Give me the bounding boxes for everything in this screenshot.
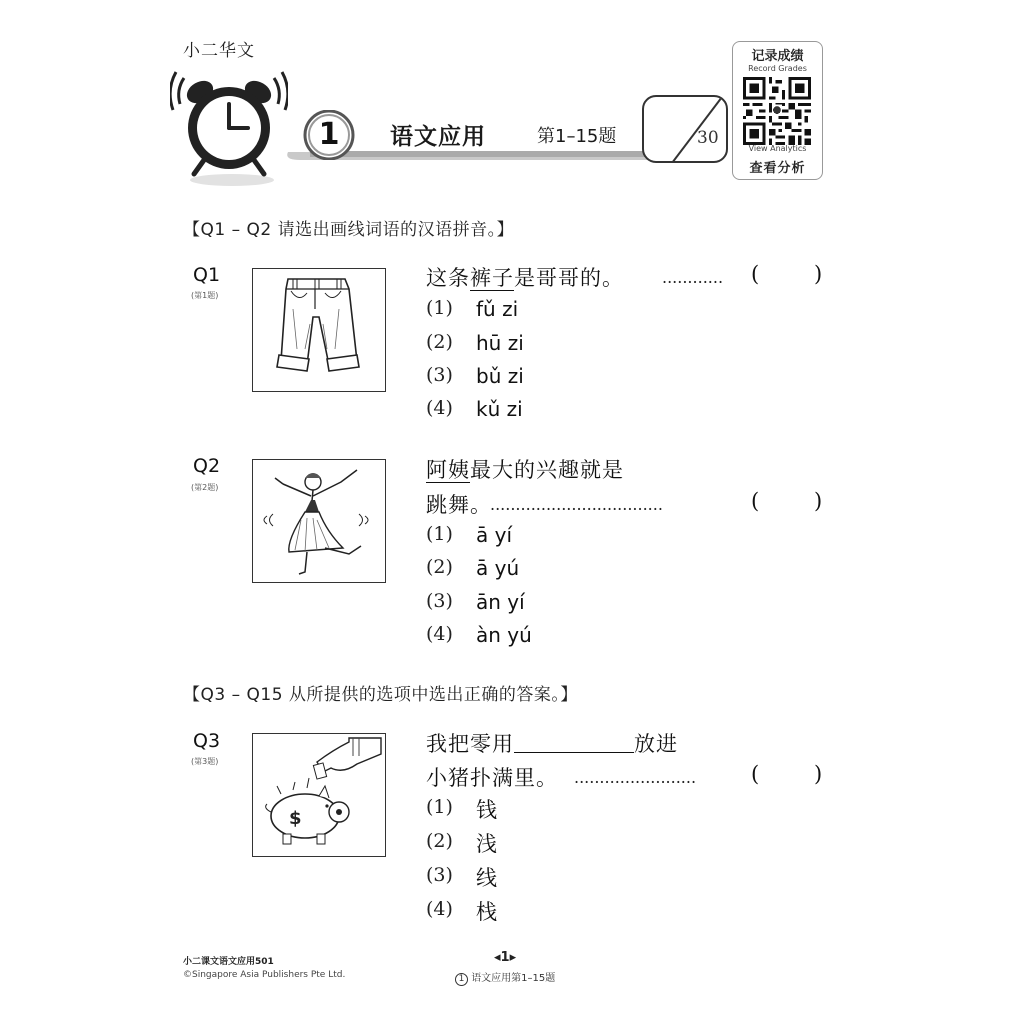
question-label: Q1: [193, 264, 221, 286]
option-text[interactable]: bǔ zi: [476, 364, 524, 388]
svg-text:$: $: [289, 808, 302, 829]
answer-input[interactable]: [764, 262, 814, 288]
question-label: Q2: [193, 455, 221, 477]
unit-subtitle: 第1–15题: [537, 126, 617, 147]
fill-blank[interactable]: [514, 733, 634, 753]
answer-dots: ..................................: [490, 495, 663, 514]
qr-bottom-cn: 查看分析: [749, 161, 806, 176]
question-sublabel: (第3题): [191, 757, 219, 766]
stem-text: 是哥哥的。: [514, 266, 624, 290]
option-number: (4): [426, 898, 453, 920]
option-text[interactable]: 栈: [476, 900, 497, 924]
option-text[interactable]: ā yí: [476, 523, 513, 547]
piggy-bank-icon: [253, 734, 384, 855]
question-image: [252, 459, 386, 583]
answer-dots: ........................: [574, 768, 697, 787]
unit-ref-circle: 1: [455, 973, 468, 986]
page-marker-left-icon: ◂: [494, 950, 501, 965]
section-heading: 【Q3 – Q15 从所提供的选项中选出正确的答案。】: [183, 685, 578, 705]
underlined-word: 裤子: [470, 266, 514, 290]
answer-dots: ............: [662, 268, 724, 287]
qr-title-en: Record Grades: [748, 64, 807, 73]
underlined-word: 阿姨: [426, 458, 470, 482]
grade-label: 小二华文: [183, 41, 255, 61]
answer-input[interactable]: [764, 489, 814, 515]
qr-title-cn: 记录成绩: [751, 49, 804, 64]
option-text[interactable]: hū zi: [476, 331, 524, 355]
option-text[interactable]: 线: [476, 866, 497, 890]
question-label: Q3: [193, 730, 221, 752]
answer-paren-open: (: [751, 489, 760, 513]
qr-bottom-en: View Analytics: [748, 144, 807, 153]
option-number: (3): [426, 364, 453, 386]
stem-text: 最大的兴趣就是: [470, 458, 624, 482]
footer-unit-ref: [455, 969, 555, 986]
answer-paren-open: (: [751, 262, 760, 286]
answer-paren-open: (: [751, 762, 760, 786]
page-number-value: 1: [500, 950, 510, 965]
option-number: (3): [426, 864, 453, 886]
option-number: (1): [426, 796, 453, 818]
option-text[interactable]: ān yí: [476, 590, 525, 614]
answer-paren-close: ): [814, 489, 823, 513]
option-text[interactable]: kǔ zi: [476, 397, 523, 421]
dancer-icon: [253, 460, 384, 581]
answer-paren-close: ): [814, 262, 823, 286]
option-text[interactable]: 钱: [476, 798, 497, 822]
question-image: [252, 733, 386, 857]
question-sublabel: (第2题): [191, 483, 219, 492]
option-number: (2): [426, 331, 453, 353]
option-number: (1): [426, 523, 453, 545]
option-number: (2): [426, 556, 453, 578]
option-number: (4): [426, 397, 453, 419]
option-number: (3): [426, 590, 453, 612]
footer-copyright: ©Singapore Asia Publishers Pte Ltd.: [183, 970, 346, 980]
stem-text: 跳舞。: [426, 493, 492, 517]
score-total: 30: [697, 128, 719, 148]
section-heading: 【Q1 – Q2 请选出画线词语的汉语拼音。】: [183, 220, 515, 240]
question-stem: [426, 454, 624, 484]
unit-ref-text: 语文应用第1–15题: [471, 973, 556, 984]
qr-code-icon[interactable]: [743, 77, 811, 145]
footer-book-title: 小二课文语文应用501: [183, 957, 274, 967]
question-stem: [426, 728, 678, 758]
trousers-icon: [253, 269, 384, 390]
question-sublabel: (第1题): [191, 291, 219, 300]
question-stem: [426, 262, 624, 292]
page-marker-right-icon: ▸: [509, 950, 517, 965]
stem-text: 我把零用: [426, 732, 514, 756]
answer-paren-close: ): [814, 762, 823, 786]
option-number: (2): [426, 830, 453, 852]
page-number: [494, 950, 516, 965]
stem-text: 小猪扑满里。: [426, 766, 558, 790]
option-text[interactable]: ā yú: [476, 556, 520, 580]
unit-title: 语文应用: [390, 124, 486, 150]
question-image: [252, 268, 386, 392]
stem-text: 这条: [426, 266, 470, 290]
unit-number: 1: [318, 117, 340, 152]
alarm-clock-icon: [170, 62, 288, 190]
option-number: (4): [426, 623, 453, 645]
option-text[interactable]: fǔ zi: [476, 297, 519, 321]
answer-input[interactable]: [764, 762, 814, 788]
option-text[interactable]: 浅: [476, 832, 497, 856]
stem-text: 放进: [634, 732, 678, 756]
option-text[interactable]: àn yú: [476, 623, 532, 647]
option-number: (1): [426, 297, 453, 319]
